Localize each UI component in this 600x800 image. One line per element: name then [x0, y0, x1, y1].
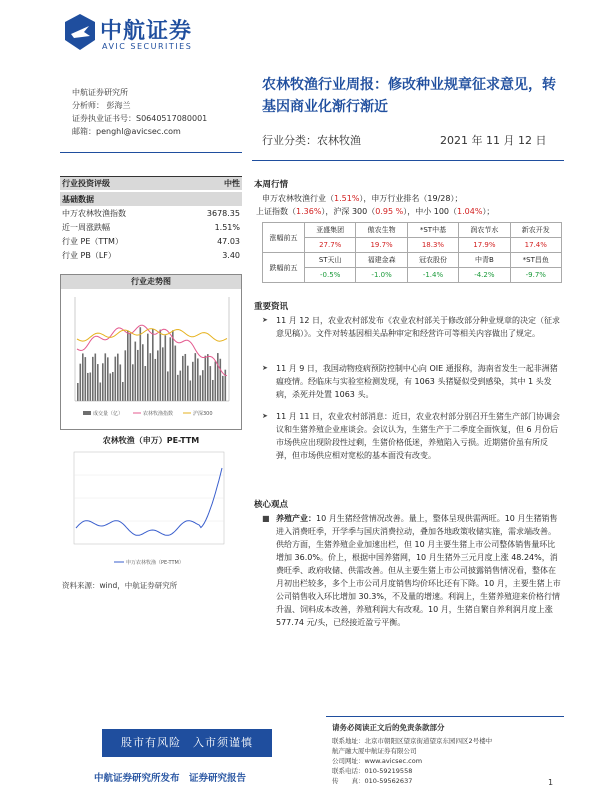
volume-bars: [77, 327, 226, 401]
analyst-info: [72, 86, 242, 138]
table-row: 行业 PE（TTM） 47.03: [62, 236, 240, 246]
logo-text-cn: 中航证券: [100, 19, 193, 44]
basic-data-header: 基础数据: [60, 192, 242, 206]
legend-pe: 申万农林牧渔（PE-TTM）: [126, 560, 184, 566]
core-paragraph: ■ 养殖产业：10 月生猪经营情况改善。量上，整体呈现供需两旺。10 月生猪销售进入消费旺季，开学季与国庆消费拉动，叠加各地政策收储实施，需求端改善。供给方面，生猪养殖企业加速出栏，但 10 月主要生猪上市公司整体销售量环比增加 36.0%。价上，根据中国养猪网，10 月生猪外三元月度上涨 48.24%，消费旺季、政府收储、供需改善。但从主要生猪上市公司披露销售情况看，整体在月初出栏较多，多个上市公司月度销售均价环比还有下降。10 月，主要生猪上市公司销售收入环比增加 30.3%，不及量的增速。利润上，生猪养殖迎来价格行情升温、饲料成本改善，养殖利润大有改观。10 月，生猪自繁自养利润月度上涨 577.74 元/头，已经接近盈亏平衡。: [262, 514, 561, 627]
table-row: 近一周涨跌幅 1.51%: [62, 222, 240, 232]
logo-text-en: AVIC SECURITIES: [102, 42, 193, 51]
table-row: 中万农林牧渔指数 3678.35: [62, 208, 240, 218]
chart-caption: 农林牧渔（申万）PE-TTM: [102, 436, 200, 445]
gainers-label: 涨幅前五: [263, 223, 305, 253]
news-heading: 重要资讯: [254, 302, 289, 312]
industry-weekly-line: 申万农林牧渔行业（1.51%），申万行业排名（19/28）；: [262, 194, 463, 203]
license-number: 证券执业证书号：S0640517080001: [72, 114, 208, 123]
chart-caption: 行业走势图: [61, 275, 241, 289]
losers-label: 跌幅前五: [263, 253, 305, 283]
pe-plot: [60, 448, 240, 572]
legend-hs300: 沪深300: [193, 411, 213, 417]
disclaimer-title: 请务必阅读正文后的免责条款部分: [332, 723, 445, 732]
publisher-line: 中航证券研究所发布 证券研究报告: [94, 773, 247, 784]
rating-row: 行业投资评级 中性: [60, 176, 242, 190]
industry-category: 行业分类：农林牧渔: [262, 134, 361, 147]
divider-left: [60, 152, 242, 153]
contact-info: 请务必阅读正文后的免责条款部分 联系地址：北京市朝阳区望京街道望京东园四区2号楼中 航产融大厦中航证券有限公司 公司网址：www.avicsec.com 联系电话：010-59219558 传 真：010-59562637: [332, 723, 572, 786]
legend-volume: 成交量（亿）: [93, 411, 124, 417]
legend-index: 农林牧渔指数: [143, 411, 174, 417]
table-row: 行业 PB（LF） 3.40: [62, 250, 240, 260]
industry-trend-chart: [60, 274, 242, 430]
market-indices-line: 上证指数（1.36%），沪深 300（0.95 %），中小 100（1.04%）；: [256, 207, 495, 216]
institute: 中航证券研究所: [72, 88, 128, 97]
page-number: 1: [548, 778, 554, 787]
analyst-name: 分析师： 彭海兰: [72, 101, 131, 110]
trend-plot: [61, 289, 241, 429]
news-item: ➤ 11 月 11 日，农业农村部消息：近日，农业农村部分别召开生猪生产部门协调会议和生猪养殖企业座谈会。会议认为，生猪生产于二季度全面恢复，但 6 月份后市场供应出现阶段性过剩，生猪价格低迷，养殖陷入亏损。近期猪价虽有所反弹，但市场供应相对宽松的基本面没有改变。: [262, 412, 560, 460]
core-heading: 核心观点: [254, 500, 289, 510]
weekly-heading: 本周行情: [254, 180, 289, 190]
risk-banner: 股市有风险 入市须谨慎: [102, 729, 272, 757]
company-logo: [62, 12, 232, 58]
pe-ttm-line: [76, 468, 222, 535]
report-title: 农林牧渔行业周报：修改种业规章征求意见，转基因商业化渐行渐近: [262, 77, 556, 115]
analyst-email: 邮箱：penghl@avicsec.com: [72, 127, 181, 136]
source-note: 资料来源：wind，中航证券研究所: [62, 581, 178, 590]
report-date: 2021 年 11 月 12 日: [440, 134, 547, 147]
pe-ttm-chart: [60, 434, 242, 574]
logo-emblem-icon: [62, 12, 98, 52]
news-item: ➤ 11 月 12 日，农业农村部发布《农业农村部关于修改部分种业规章的决定（征求意见稿）》。文件对转基因相关品种审定和经营许可等相关内容做出了规定。: [262, 316, 560, 338]
footer-divider: [326, 716, 564, 717]
top-movers-table: 涨幅前五 亚盛集团 傲农生物 *ST中基 润农节水 新农开发 27.7% 19.7% 18.3% 17.9% 17.4% 跌幅前五 ST天山 福建金森 冠农股份 中青B *ST昌鱼 -0.5% -1.0% -1.4% -4.2% -9.7%: [262, 222, 562, 283]
divider-right: [252, 160, 564, 161]
news-item: ➤ 11 月 9 日，我国动物疫病预防控制中心向 OIE 通报称，海南省发生一起非洲猪瘟疫情。经临床与实验室检测发现，有 1063 头猪疑似受到感染，其中 1 头发病，杀死并处置 1063 头。: [262, 364, 558, 399]
basic-data-table: [60, 176, 242, 262]
